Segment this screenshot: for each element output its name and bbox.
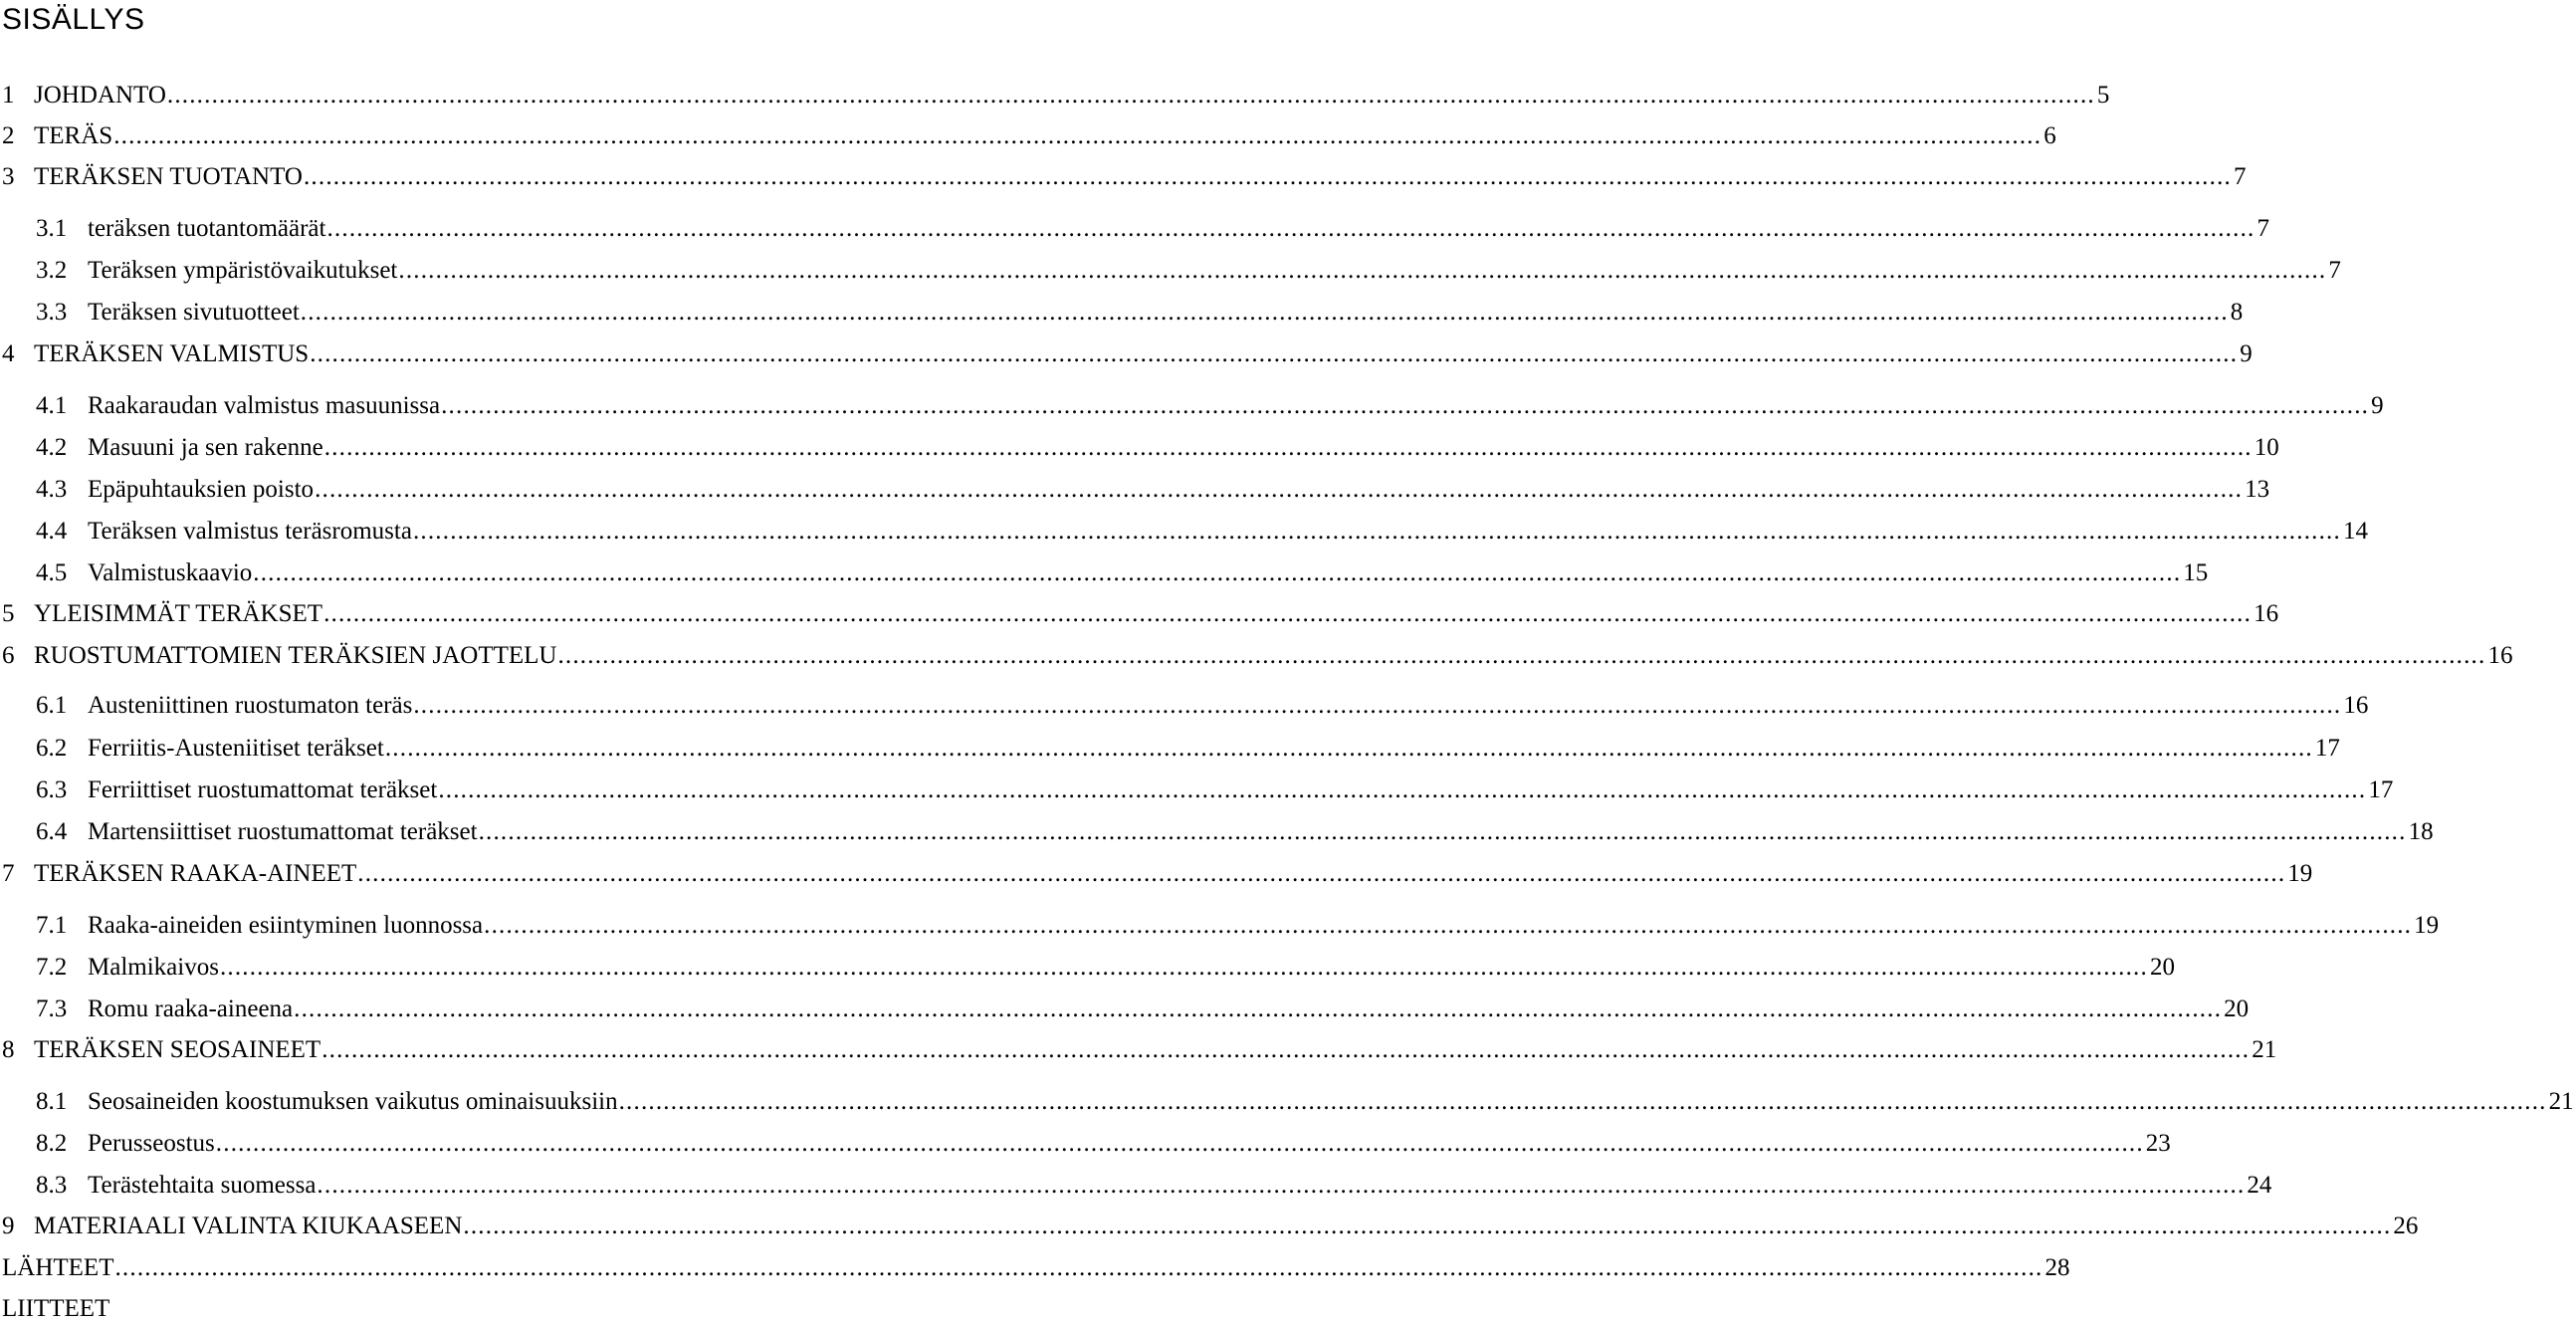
toc-entry-title: Teräksen valmistus teräsromusta xyxy=(88,518,412,545)
toc-entry-number: 3.3 xyxy=(36,299,68,326)
toc-entry-number: 2 xyxy=(2,122,15,149)
toc-entry-number: 5 xyxy=(2,600,15,627)
toc-entry-page: 8 xyxy=(2230,299,2244,326)
toc-dot-leader: .................................................................................................................................................................................................................................................................... xyxy=(398,257,2327,284)
toc-entry-number: 9 xyxy=(2,1213,15,1239)
toc-dot-leader: .................................................................................................................................................................................................................................................................... xyxy=(557,642,2486,669)
toc-entry[interactable] xyxy=(0,994,2250,1025)
toc-entry-page: 9 xyxy=(2240,340,2253,367)
toc-entry[interactable] xyxy=(0,432,2279,464)
toc-entry-page: 14 xyxy=(2342,518,2368,545)
toc-entry-number: 7.3 xyxy=(36,995,68,1022)
toc-entry-page: 28 xyxy=(2044,1254,2070,1281)
toc-dot-leader: .................................................................................................................................................................................................................................................................... xyxy=(441,392,2370,419)
toc-entry-page: 24 xyxy=(2247,1172,2272,1199)
toc-entry-title: Raakaraudan valmistus masuunissa xyxy=(88,392,441,419)
toc-dot-leader: .................................................................................................................................................................................................................................................................... xyxy=(384,735,2313,762)
toc-entry-number: 8.1 xyxy=(36,1088,68,1115)
toc-entry[interactable] xyxy=(0,297,2244,329)
toc-entry[interactable] xyxy=(0,474,2270,506)
toc-entry-number: 6 xyxy=(2,642,15,669)
toc-dot-leader: .................................................................................................................................................................................................................................................................... xyxy=(438,776,2367,803)
toc-entry[interactable] xyxy=(0,952,2175,984)
toc-entry-title: Teräksen ympäristövaikutukset xyxy=(88,257,398,284)
toc-dot-leader: .................................................................................................................................................................................................................................................................... xyxy=(219,954,2148,981)
toc-entry[interactable] xyxy=(0,598,2279,630)
toc-entry[interactable] xyxy=(0,255,2341,287)
toc-dot-leader: .................................................................................................................................................................................................................................................................... xyxy=(300,299,2229,326)
toc-entry-title: Malmikaivos xyxy=(88,954,219,981)
toc-entry-title: TERÄKSEN RAAKA-AINEET xyxy=(34,860,357,887)
toc-entry-title: Martensiittiset ruostumattomat teräkset xyxy=(88,818,478,845)
toc-entry-page: 20 xyxy=(2149,954,2175,981)
toc-dot-leader: .................................................................................................................................................................................................................................................................... xyxy=(113,122,2042,149)
toc-entry[interactable] xyxy=(0,1293,956,1325)
toc-entry[interactable] xyxy=(0,80,2110,111)
toc-entry[interactable] xyxy=(0,690,2369,722)
toc-entry-number: 3.2 xyxy=(36,257,68,284)
toc-entry-number: 4.1 xyxy=(36,392,68,419)
toc-entry[interactable] xyxy=(0,1252,2070,1284)
toc-entry-page: 10 xyxy=(2254,434,2279,461)
toc-entry-number: 6.1 xyxy=(36,692,68,719)
toc-entry-title: teräksen tuotantomäärät xyxy=(88,215,326,242)
toc-entry[interactable] xyxy=(0,640,2513,672)
toc-entry-page: 6 xyxy=(2043,122,2056,149)
toc-entry-title: Valmistuskaavio xyxy=(88,559,253,586)
toc-entry-number: 3 xyxy=(2,163,15,190)
toc-entry-page: 7 xyxy=(2233,163,2247,190)
toc-entry[interactable] xyxy=(0,516,2368,548)
toc-entry-title: TERÄKSEN TUOTANTO xyxy=(34,163,303,190)
toc-dot-leader: .................................................................................................................................................................................................................................................................... xyxy=(294,995,2223,1022)
toc-entry-page: 18 xyxy=(2408,818,2434,845)
toc-entry-title: Austeniittinen ruostumaton teräs xyxy=(88,692,413,719)
toc-entry-number: 6.2 xyxy=(36,735,68,762)
toc-entry[interactable] xyxy=(0,910,2440,942)
toc-heading: SISÄLLYS xyxy=(2,3,145,36)
toc-entry-number: 4 xyxy=(2,340,15,367)
toc-entry-page: 17 xyxy=(2314,735,2340,762)
toc-entry-page: 20 xyxy=(2224,995,2250,1022)
toc-entry-page: 7 xyxy=(2328,257,2341,284)
toc-entry-page: 16 xyxy=(2487,642,2513,669)
toc-entry-page: 26 xyxy=(2393,1213,2419,1239)
toc-entry[interactable] xyxy=(0,390,2384,422)
toc-entry-title: Teräksen sivutuotteet xyxy=(88,299,300,326)
toc-entry-number: 1 xyxy=(2,82,15,109)
toc-entry-page: 16 xyxy=(2343,692,2369,719)
toc-dot-leader: .................................................................................................................................................................................................................................................................... xyxy=(478,818,2407,845)
toc-entry-title: LÄHTEET xyxy=(2,1254,114,1281)
toc-dot-leader: .................................................................................................................................................................................................................................................................... xyxy=(323,600,2253,627)
toc-entry-title: Romu raaka-aineena xyxy=(88,995,294,1022)
toc-entry[interactable] xyxy=(0,816,2434,848)
toc-entry-number: 4.2 xyxy=(36,434,68,461)
toc-entry-page: 21 xyxy=(2252,1036,2277,1063)
toc-entry-page: 19 xyxy=(2287,860,2313,887)
toc-dot-leader: .................................................................................................................................................................................................................................................................... xyxy=(166,82,2095,109)
toc-entry-number: 6.3 xyxy=(36,776,68,803)
toc-entry[interactable] xyxy=(0,161,2247,193)
toc-entry-page: 21 xyxy=(2548,1088,2574,1115)
toc-dot-leader: .................................................................................................................................................................................................................................................................... xyxy=(484,912,2413,939)
toc-entry-title: Seosaineiden koostumuksen vaikutus ominaisuuksiin xyxy=(88,1088,618,1115)
toc-entry-title: TERÄKSEN SEOSAINEET xyxy=(34,1036,322,1063)
toc-entry-number: 8.3 xyxy=(36,1172,68,1199)
toc-entry-title: Raaka-aineiden esiintyminen luonnossa xyxy=(88,912,484,939)
toc-entry-title: Masuuni ja sen rakenne xyxy=(88,434,323,461)
toc-entry-title: LIITTEET xyxy=(2,1295,110,1322)
toc-dot-leader: .................................................................................................................................................................................................................................................................... xyxy=(412,518,2341,545)
toc-entry-title: Ferriitis-Austeniitiset teräkset xyxy=(88,735,384,762)
toc-entry-page: 13 xyxy=(2245,476,2270,503)
toc-dot-leader: .................................................................................................................................................................................................................................................................... xyxy=(357,860,2286,887)
toc-entry[interactable] xyxy=(0,557,2209,589)
toc-entry[interactable] xyxy=(0,733,2340,765)
toc-entry-title: RUOSTUMATTOMIEN TERÄKSIEN JAOTTELU xyxy=(34,642,557,669)
toc-entry[interactable] xyxy=(0,1128,2171,1160)
toc-dot-leader: .................................................................................................................................................................................................................................................................... xyxy=(215,1130,2144,1157)
toc-entry[interactable] xyxy=(0,858,2313,890)
toc-entry-title: JOHDANTO xyxy=(34,82,166,109)
toc-entry[interactable] xyxy=(0,774,2394,806)
toc-dot-leader: .................................................................................................................................................................................................................................................................... xyxy=(326,215,2255,242)
toc-entry-number: 4.4 xyxy=(36,518,68,545)
toc-entry-page: 15 xyxy=(2183,559,2209,586)
toc-entry-number: 8.2 xyxy=(36,1130,68,1157)
toc-entry-number: 7.1 xyxy=(36,912,68,939)
toc-entry-number: 4.5 xyxy=(36,559,68,586)
toc-entry-number: 6.4 xyxy=(36,818,68,845)
toc-entry[interactable] xyxy=(0,1211,2419,1242)
toc-entry-title: Perusseostus xyxy=(88,1130,215,1157)
toc-entry-number: 8 xyxy=(2,1036,15,1063)
toc-dot-leader: .................................................................................................................................................................................................................................................................... xyxy=(463,1213,2392,1239)
toc-entry-title: Terästehtaita suomessa xyxy=(88,1172,317,1199)
toc-entry-title: TERÄS xyxy=(34,122,113,149)
toc-entry-title: MATERIAALI VALINTA KIUKAASEEN xyxy=(34,1213,463,1239)
toc-entry[interactable] xyxy=(0,338,2253,370)
toc-entry[interactable] xyxy=(0,213,2269,245)
toc-entry[interactable] xyxy=(0,120,2056,152)
toc-dot-leader: .................................................................................................................................................................................................................................................................... xyxy=(114,1254,2043,1281)
toc-entry-number: 4.3 xyxy=(36,476,68,503)
toc-entry[interactable] xyxy=(0,1034,2277,1066)
toc-entry-page: 16 xyxy=(2254,600,2279,627)
toc-entry-number: 7 xyxy=(2,860,15,887)
toc-dot-leader: .................................................................................................................................................................................................................................................................... xyxy=(618,1088,2547,1115)
toc-entry-page: 17 xyxy=(2368,776,2394,803)
toc-entry-title: Epäpuhtauksien poisto xyxy=(88,476,315,503)
toc-dot-leader: .................................................................................................................................................................................................................................................................... xyxy=(322,1036,2251,1063)
toc-entry-page: 5 xyxy=(2096,82,2110,109)
toc-dot-leader: .................................................................................................................................................................................................................................................................... xyxy=(253,559,2182,586)
toc-entry-page: 23 xyxy=(2145,1130,2171,1157)
toc-entry-number: 3.1 xyxy=(36,215,68,242)
toc-entry-title: YLEISIMMÄT TERÄKSET xyxy=(34,600,323,627)
toc-entry-page: 19 xyxy=(2414,912,2440,939)
toc-dot-leader: .................................................................................................................................................................................................................................................................... xyxy=(323,434,2253,461)
toc-dot-leader: .................................................................................................................................................................................................................................................................... xyxy=(413,692,2342,719)
toc-dot-leader: .................................................................................................................................................................................................................................................................... xyxy=(310,340,2239,367)
toc-entry-page: 7 xyxy=(2256,215,2269,242)
toc-entry-title: TERÄKSEN VALMISTUS xyxy=(34,340,310,367)
toc-entry-title: Ferriittiset ruostumattomat teräkset xyxy=(88,776,438,803)
toc-entry[interactable] xyxy=(0,1170,2272,1202)
toc-entry-number: 7.2 xyxy=(36,954,68,981)
toc-entry[interactable] xyxy=(0,1086,2574,1118)
toc-entry-page: 9 xyxy=(2371,392,2384,419)
toc-dot-leader: .................................................................................................................................................................................................................................................................... xyxy=(317,1172,2246,1199)
toc-dot-leader: .................................................................................................................................................................................................................................................................... xyxy=(303,163,2232,190)
toc-dot-leader: .................................................................................................................................................................................................................................................................... xyxy=(315,476,2244,503)
